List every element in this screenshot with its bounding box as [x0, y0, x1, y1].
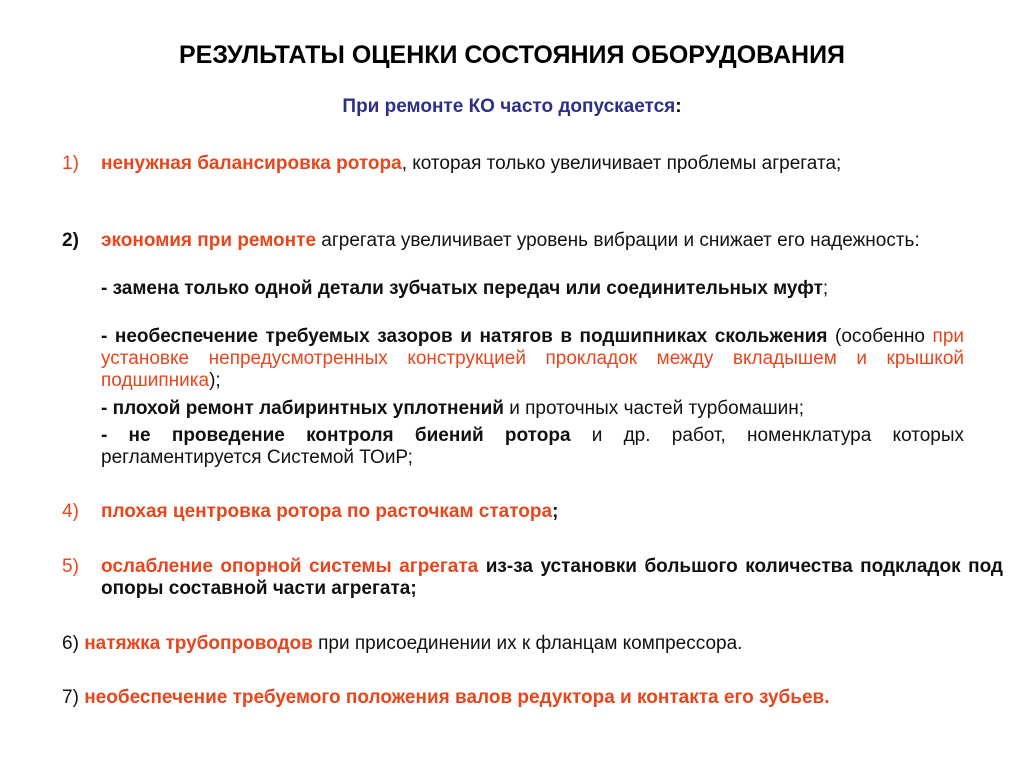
item-highlight: ослабление опорной системы агрегата	[101, 556, 479, 577]
item-number: 4)	[62, 501, 79, 522]
item-text: агрегата увеличивает уровень вибрации и снижает его надежность:	[316, 230, 920, 251]
item-text: , которая только увеличивает проблемы агрегата;	[401, 153, 842, 174]
item-highlight: ненужная балансировка ротора	[101, 153, 402, 174]
item-highlight: необеспечение требуемого положения валов редуктора и контакта его зубьев.	[84, 687, 830, 708]
sub-item-4	[101, 425, 964, 469]
sub-item-1	[101, 278, 964, 300]
item-number: 7)	[62, 687, 79, 708]
sub-item-bold: - необеспечение требуемых зазоров и натягов в подшипниках скольжения	[101, 326, 828, 347]
sub-item-close: );	[209, 370, 221, 391]
list-item-6	[62, 633, 964, 655]
item-number: 6)	[62, 633, 79, 654]
sub-item-text: и др. работ, номенклатура которых регламентируется Системой ТОиР;	[101, 425, 965, 468]
item-number: 5)	[62, 556, 79, 577]
item-text: из-за установки большого количества подкладок под опоры составной части агрегата;	[101, 556, 1003, 599]
sub-item-text: - замена только одной детали зубчатых передач или соединительных муфт	[101, 278, 823, 299]
item-text: при присоединении их к фланцам компрессора.	[312, 633, 743, 654]
item-end: ;	[552, 501, 559, 522]
item-highlight: плохая центровка ротора по расточкам статора	[101, 501, 553, 522]
list-item-4	[62, 501, 1003, 523]
subtitle-text: При ремонте КО часто допускается	[342, 96, 676, 117]
sub-item-bold: - плохой ремонт лабиринтных уплотнений	[101, 398, 504, 419]
sub-item-open: (особенно	[827, 326, 933, 347]
sub-item-2	[101, 326, 964, 392]
list-item-2	[62, 230, 1003, 252]
sub-item-text: и проточных частей турбомашин;	[503, 398, 804, 419]
sub-item-highlight: при установке непредусмотренных конструкцией прокладок между вкладышем и крышкой подшипника	[101, 326, 964, 391]
list-item-7	[62, 687, 964, 709]
item-highlight: натяжка трубопроводов	[84, 633, 313, 654]
list-item-1	[62, 153, 1003, 175]
item-number: 1)	[62, 153, 79, 174]
item-highlight: экономия при ремонте	[101, 230, 317, 251]
sub-item-end: ;	[822, 278, 829, 299]
page-title: РЕЗУЛЬТАТЫ ОЦЕНКИ СОСТОЯНИЯ ОБОРУДОВАНИЯ	[178, 41, 846, 69]
sub-item-bold: - не проведение контроля биений ротора	[101, 425, 571, 446]
subtitle	[0, 96, 1024, 118]
subtitle-colon: :	[675, 96, 682, 117]
sub-item-3	[101, 398, 964, 420]
list-item-5	[62, 556, 1003, 600]
item-number: 2)	[62, 230, 79, 251]
